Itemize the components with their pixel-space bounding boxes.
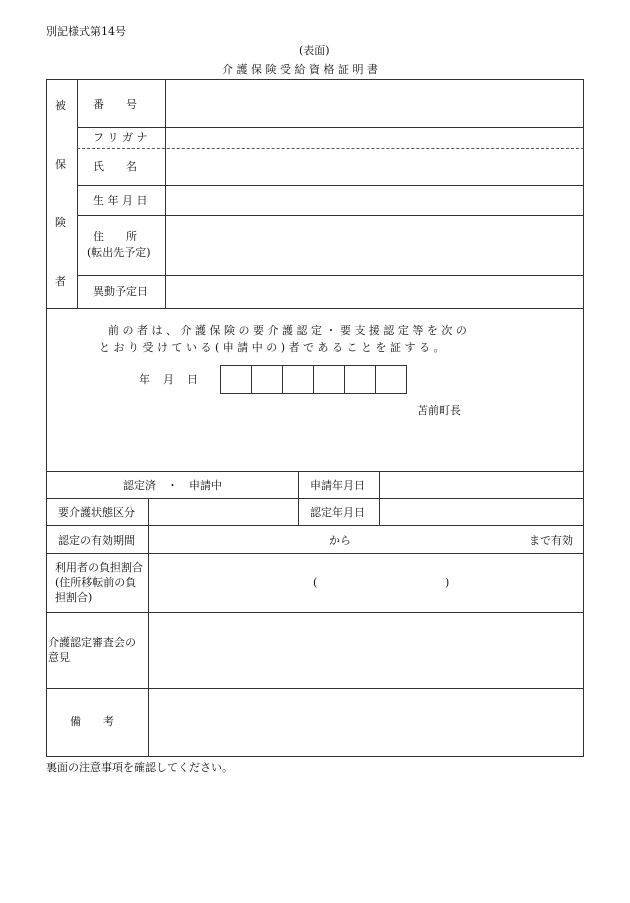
date-day-label: 日: [187, 373, 198, 386]
burden-ratio-sub-label-2: 担割合): [55, 591, 93, 604]
certified-or-pending: 認定済 ・ 申請中: [123, 479, 222, 492]
mayor-label: 苫前町長: [417, 404, 461, 417]
address-sub-label: (転出先予定): [87, 246, 151, 259]
burden-ratio-label: 利用者の負担割合: [55, 561, 143, 574]
form-number: 別記様式第14号: [46, 25, 126, 38]
statement-line-2: と お り 受 け て い る ( 申 請 中 の ) 者 で あ る こ と を 証 す る 。: [99, 341, 445, 354]
validity-until: まで有効: [529, 534, 573, 547]
committee-opinion-sub-label: 意見: [48, 651, 70, 664]
care-level-label: 要介護状態区分: [58, 506, 135, 519]
validity-from: から: [329, 534, 351, 547]
footer-note: 裏面の注意事項を確認してください。: [46, 761, 233, 774]
furigana-dashed-line: [77, 148, 584, 149]
insured-char-4: 者: [55, 275, 66, 288]
move-date-label: 異動予定日: [93, 285, 148, 298]
burden-ratio-sub-label: (住所移転前の負: [55, 576, 137, 589]
insured-char-1: 被: [55, 99, 66, 112]
birthdate-label: 生 年 月 日: [93, 194, 148, 207]
form-border: [46, 79, 584, 757]
application-date-label: 申請年月日: [310, 479, 365, 492]
address-label: 住 所: [93, 230, 137, 243]
insured-label-divider: [165, 79, 166, 308]
insured-side-divider: [77, 79, 78, 308]
number-label: 番 号: [93, 98, 137, 111]
furigana-label: フ リ ガ ナ: [93, 131, 148, 144]
validity-period-label: 認定の有効期間: [58, 534, 135, 547]
date-month-label: 月: [163, 373, 174, 386]
burden-paren-open: (: [313, 576, 318, 589]
insured-char-3: 険: [55, 216, 66, 229]
burden-paren-close: ): [445, 576, 450, 589]
insured-char-2: 保: [55, 158, 66, 171]
date-year-label: 年: [139, 373, 150, 386]
remarks-label: 備 考: [70, 715, 114, 728]
name-label: 氏 名: [93, 160, 137, 173]
statement-line-1: 前 の 者 は 、 介 護 保 険 の 要 介 護 認 定 ・ 要 支 援 認 定 等 を 次 の: [108, 324, 467, 337]
page-title: 介 護 保 険 受 給 資 格 証 明 書: [222, 63, 378, 76]
certification-date-label: 認定年月日: [310, 506, 365, 519]
committee-opinion-label: 介護認定審査会の: [48, 636, 136, 649]
side-label: (表面): [299, 44, 330, 57]
